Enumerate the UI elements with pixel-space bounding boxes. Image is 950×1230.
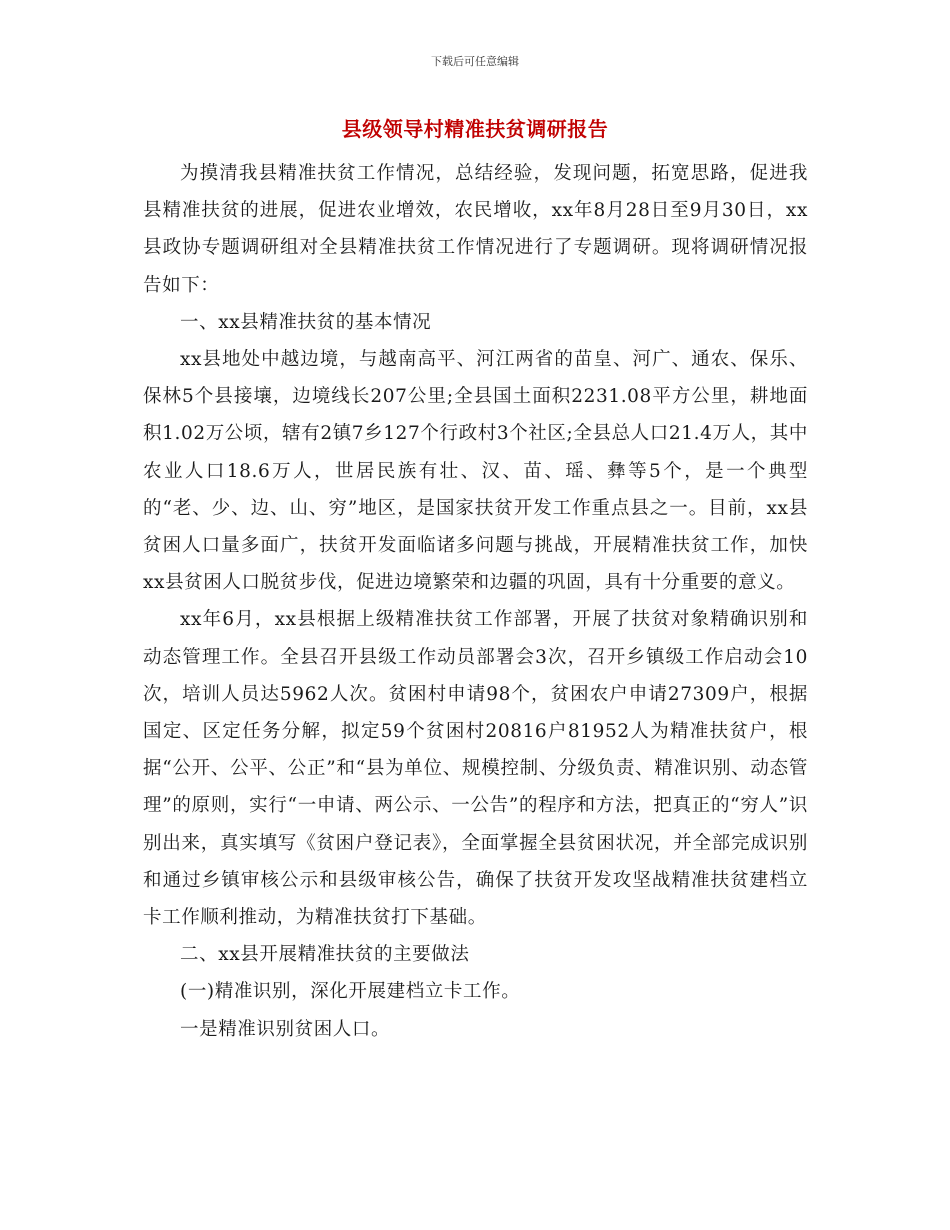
section-heading-2: 二、xx县开展精准扶贫的主要做法 xyxy=(180,944,470,966)
paragraph-intro: 为摸清我县精准扶贫工作情况，总结经验，发现问题，拓宽思路，促进我县精准扶贫的进展，促进农业增效，农民增收，xx年8月28日至9月30日，xx县政协专题调研组对全县精准扶贫工作情况进行了专题调研。现将调研情况报告如下： xyxy=(143,163,808,296)
paragraph-basic-situation: xx县地处中越边境，与越南高平、河江两省的苗皇、河广、通农、保乐、保林5个县接壤，边境线长207公里;全县国土面积2231.08平方公里，耕地面积1.02万公顷，辖有2镇7乡127个行政村3个社区;全县总人口21.4万人，其中农业人口18.6万人，世居民族有壮、汉、苗、瑶、彝等5个，是一个典型的“老、少、边、山、穷”地区，是国家扶贫开发工作重点县之一。目前，xx县贫困人口量多面广，扶贫开发面临诸多问题与挑战，开展精准扶贫工作，加快xx县贫困人口脱贫步伐，促进边境繁荣和边疆的巩固，具有十分重要的意义。 xyxy=(143,349,808,594)
section-heading-1: 一、xx县精准扶贫的基本情况 xyxy=(180,311,432,333)
document-body xyxy=(143,155,808,1048)
header-note: 下载后可任意编辑 xyxy=(431,55,519,68)
paragraph-point-1: 一是精准识别贫困人口。 xyxy=(180,1018,391,1040)
document-title: 县级领导村精准扶贫调研报告 xyxy=(341,117,609,141)
paragraph-identification-work: xx年6月，xx县根据上级精准扶贫工作部署，开展了扶贫对象精确识别和动态管理工作。全县召开县级工作动员部署会3次，召开乡镇级工作启动会10次，培训人员达5962人次。贫困村申请98个，贫困农户申请27309户，根据国定、区定任务分解，拟定59个贫困村20816户81952人为精准扶贫户，根据“公开、公平、公正”和“县为单位、规模控制、分级负责、精准识别、动态管理”的原则，实行“一申请、两公示、一公告”的程序和方法，把真正的“穷人”识别出来，真实填写《贫困户登记表》，全面掌握全县贫困状况，并全部完成识别和通过乡镇审核公示和县级审核公告，确保了扶贫开发攻坚战精准扶贫建档立卡工作顺利推动，为精准扶贫打下基础。 xyxy=(143,609,808,929)
subsection-heading-1: (一)精准识别，深化开展建档立卡工作。 xyxy=(180,981,521,1003)
